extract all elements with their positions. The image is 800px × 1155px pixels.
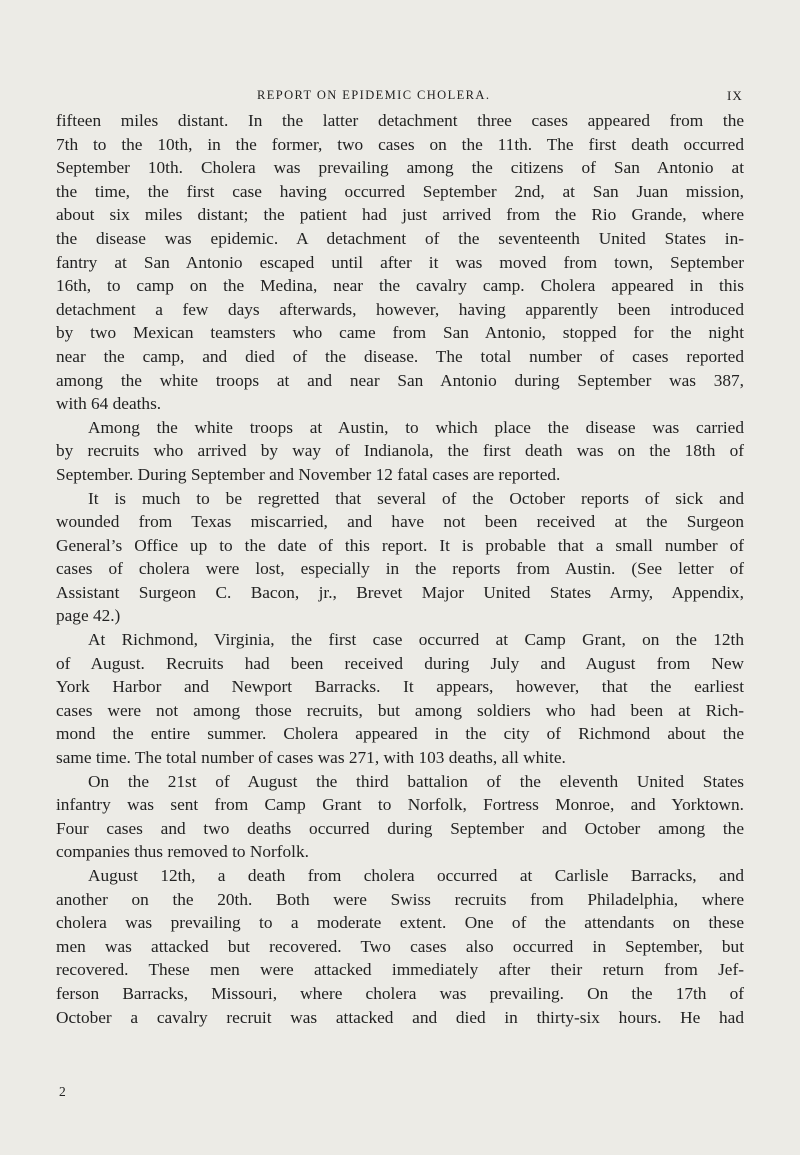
text-line: companies thus removed to Norfolk. <box>56 842 309 862</box>
text-line: fantry at San Antonio escaped until after it was moved from town, September <box>56 252 744 272</box>
text-line: At Richmond, Virginia, the first case occurred at Camp Grant, on the 12th <box>88 630 744 650</box>
body-text <box>56 109 744 1029</box>
text-line: Among the white troops at Austin, to which place the disease was carried <box>88 417 744 437</box>
page-number: IX <box>727 88 743 103</box>
text-line: the disease was epidemic. A detachment of the seventeenth United States in- <box>56 228 744 248</box>
text-line: of August. Recruits had been received during July and August from New <box>56 653 744 673</box>
text-line: near the camp, and died of the disease. The total number of cases reported <box>56 346 744 366</box>
text-line: General’s Office up to the date of this report. It is probable that a small number of <box>56 535 744 555</box>
text-line: September 10th. Cholera was prevailing among the citizens of San Antonio at <box>56 158 744 178</box>
text-line: September. During September and November 12 fatal cases are reported. <box>56 464 561 484</box>
text-line: October a cavalry recruit was attacked and died in thirty-six hours. He had <box>56 1007 744 1027</box>
text-line: It is much to be regretted that several of the October reports of sick and <box>88 488 744 508</box>
text-line: Assistant Surgeon C. Bacon, jr., Brevet Major United States Army, Appendix, <box>56 582 744 602</box>
text-line: fifteen miles distant. In the latter detachment three cases appeared from the <box>56 111 744 130</box>
text-line: cases were not among those recruits, but among soldiers who had been at Rich- <box>56 700 744 720</box>
page-header <box>0 88 800 108</box>
text-line: Four cases and two deaths occurred during September and October among the <box>56 818 744 838</box>
text-line: among the white troops at and near San Antonio during September was 387, <box>56 370 744 390</box>
text-line: cholera was prevailing to a moderate extent. One of the attendants on these <box>56 913 744 933</box>
text-line: August 12th, a death from cholera occurred at Carlisle Barracks, and <box>88 866 744 885</box>
text-line: by two Mexican teamsters who came from San Antonio, stopped for the night <box>56 323 744 343</box>
text-line: recovered. These men were attacked immediately after their return from Jef- <box>56 960 744 980</box>
signature-mark: 2 <box>59 1084 66 1099</box>
text-line: about six miles distant; the patient had just arrived from the Rio Grande, where <box>56 205 744 225</box>
text-line: York Harbor and Newport Barracks. It appears, however, that the earliest <box>56 677 744 697</box>
text-line: 16th, to camp on the Medina, near the cavalry camp. Cholera appeared in this <box>56 276 744 296</box>
text-line: ferson Barracks, Missouri, where cholera was prevailing. On the 17th of <box>56 983 744 1003</box>
text-line: by recruits who arrived by way of Indianola, the first death was on the 18th of <box>56 441 744 461</box>
text-line: wounded from Texas miscarried, and have not been received at the Surgeon <box>56 512 744 532</box>
text-line: with 64 deaths. <box>56 394 162 414</box>
text-line: same time. The total number of cases was 271, with 103 deaths, all white. <box>56 748 566 768</box>
text-line: mond the entire summer. Cholera appeared in the city of Richmond about the <box>56 724 744 744</box>
text-line: cases of cholera were lost, especially in the reports from Austin. (See letter of <box>56 559 744 579</box>
text-line: page 42.) <box>56 606 121 626</box>
text-line: men was attacked but recovered. Two cases also occurred in September, but <box>56 936 744 956</box>
running-head: REPORT ON EPIDEMIC CHOLERA. <box>257 88 491 102</box>
text-line: another on the 20th. Both were Swiss recruits from Philadelphia, where <box>56 889 744 909</box>
text-line: the time, the first case having occurred September 2nd, at San Juan mission, <box>56 181 744 201</box>
text-line: infantry was sent from Camp Grant to Norfolk, Fortress Monroe, and Yorktown. <box>56 795 744 815</box>
text-line: On the 21st of August the third battalion of the eleventh United States <box>88 771 744 791</box>
text-line: 7th to the 10th, in the former, two cases on the 11th. The first death occurred <box>56 134 744 154</box>
text-line: detachment a few days afterwards, however, having apparently been introduced <box>56 299 744 319</box>
